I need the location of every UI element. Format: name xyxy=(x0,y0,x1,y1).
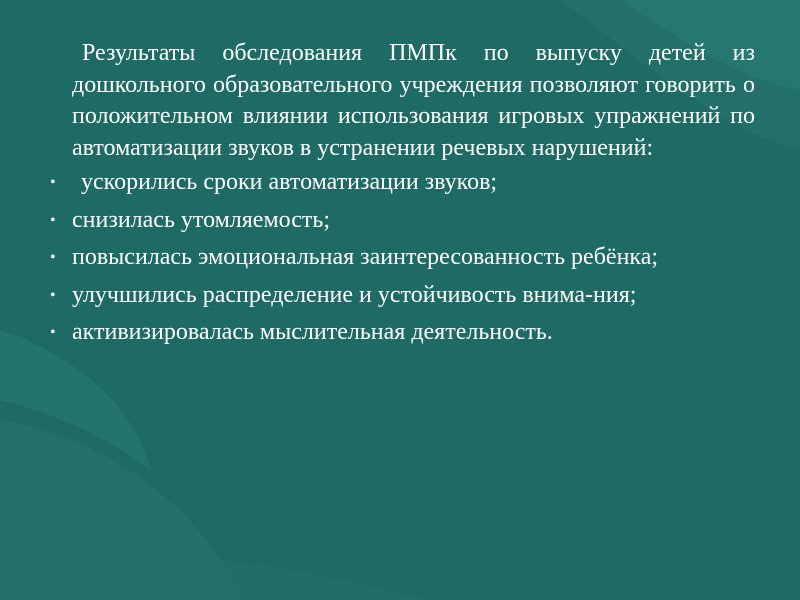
list-item xyxy=(50,242,755,274)
bullet-icon: • xyxy=(50,324,56,341)
list-item xyxy=(50,167,755,199)
bullet-icon: • xyxy=(50,211,56,229)
list-item-text: ускорились сроки автоматизации звуков; xyxy=(81,169,498,195)
list-item xyxy=(50,317,755,349)
results-list xyxy=(50,167,755,349)
bullet-icon: • xyxy=(50,286,56,304)
bullet-icon: • xyxy=(50,174,56,191)
list-item xyxy=(50,205,755,237)
list-item xyxy=(50,280,755,312)
bullet-icon: • xyxy=(50,249,56,266)
list-item-text: улучшились распределение и устойчивость внима-ния; xyxy=(72,281,637,308)
list-item-text: активизировалась мыслительная деятельность. xyxy=(72,319,553,345)
intro-paragraph: Результаты обследования ПМПк по выпуску детей из дошкольного образовательного учреждения позволяют говорить о положительном влиянии использования игровых упражнений по автоматизации звуков в устранении речевых нарушений: xyxy=(72,40,755,161)
list-item-text: снизилась утомляемость; xyxy=(72,206,330,233)
slide-body xyxy=(50,38,755,355)
list-item-text: повысилась эмоциональная заинтересованность ребёнка; xyxy=(72,244,659,270)
